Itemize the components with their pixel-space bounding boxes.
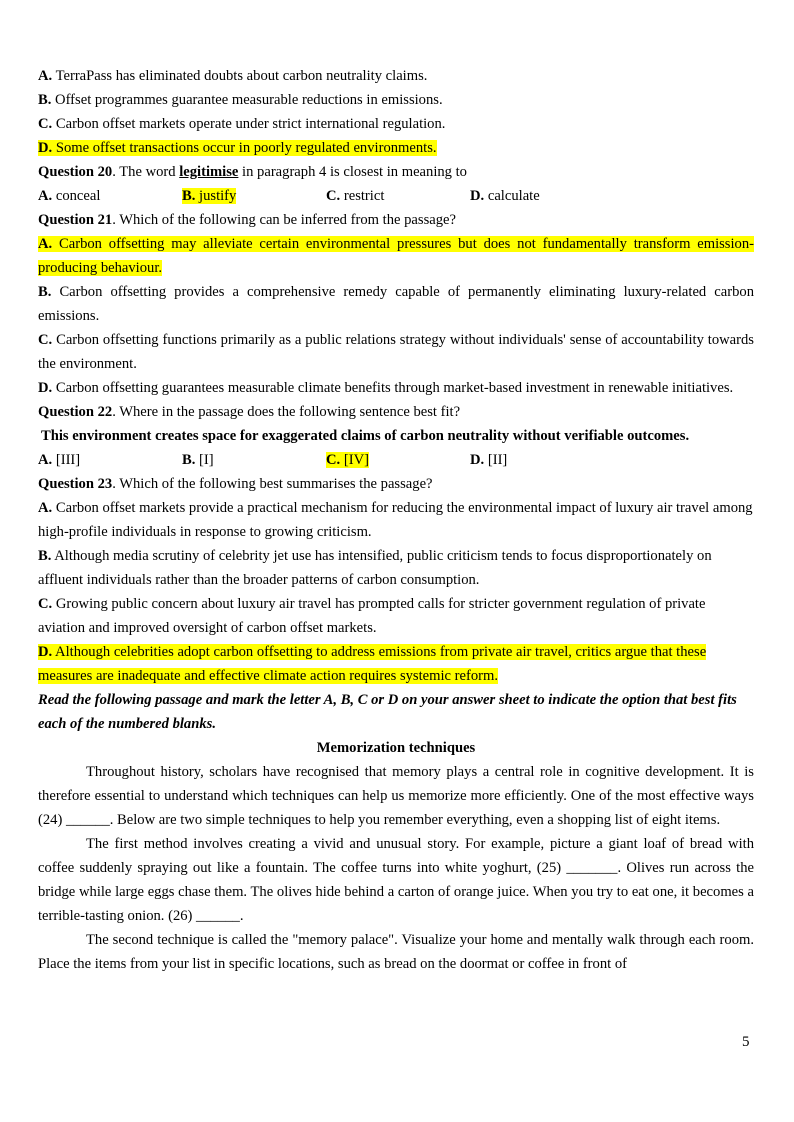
q20-option-b [182,184,326,208]
q20-stem: Question 20. The word legitimise in paragraph 4 is closest in meaning to [38,164,467,180]
q19-option-d [38,136,754,160]
q19-option-c: C. Carbon offset markets operate under strict international regulation. [38,116,446,132]
q22-option-a: A. [III] [38,452,81,468]
q23-option-a: A. Carbon offset markets provide a practical mechanism for reducing the environmental impact of luxury air travel among high-profile individuals in response to growing criticism. [38,500,753,540]
q21-option-b: B. Carbon offsetting provides a comprehensive remedy capable of permanently eliminating luxury-related carbon emissions. [38,284,754,324]
answer-highlight: A. Carbon offsetting may alleviate certain environmental pressures but does not fundamentally transform emission-producing behaviour. [38,236,754,276]
q22-option-d: D. [II] [470,452,508,468]
q23-option-d [38,640,754,688]
answer-highlight: C. [IV] [326,452,369,468]
q21-option-a [38,232,754,280]
q22-option-c [326,448,470,472]
q20-options [38,184,754,208]
q23-option-b: B. Although media scrutiny of celebrity jet use has intensified, public criticism tends to focus disproportionately on affluent individuals rather than the broader patterns of carbon consumption. [38,548,712,588]
q21-stem: Question 21. Which of the following can be inferred from the passage? [38,212,456,228]
q22-sentence: This environment creates space for exaggerated claims of carbon neutrality without verifiable outcomes. [41,428,690,444]
q22-options [38,448,754,472]
q19-option-b: B. Offset programmes guarantee measurable reductions in emissions. [38,92,443,108]
section-instruction: Read the following passage and mark the letter A, B, C or D on your answer sheet to indicate the option that best fits each of the numbered blanks. [38,692,737,732]
answer-highlight: B. justify [182,188,237,204]
passage-paragraph-2: The first method involves creating a vivid and unusual story. For example, picture a giant loaf of bread with coffee suddenly spraying out like a fountain. The coffee turns into white yoghurt, (25) _______. Olives run across the bridge while large eggs chase them. The olives hide behind a carton of orange juice. When you try to eat one, it becomes a terrible-tasting onion. (26) ______. [38,836,754,924]
q19-option-a: A. TerraPass has eliminated doubts about carbon neutrality claims. [38,68,428,84]
q20-option-c: C. restrict [326,188,385,204]
q23-option-c: C. Growing public concern about luxury air travel has prompted calls for stricter government regulation of private aviation and improved oversight of carbon offset markets. [38,596,706,636]
q20-option-a: A. conceal [38,188,101,204]
q22-stem: Question 22. Where in the passage does the following sentence best fit? [38,404,461,420]
passage-paragraph-1: Throughout history, scholars have recognised that memory plays a central role in cognitive development. It is therefore essential to understand which techniques can help us memorize more efficiently. One of the most effective ways (24) ______. Below are two simple techniques to help you remember everything, even a shopping list of eight items. [38,764,754,828]
q21-option-c: C. Carbon offsetting functions primarily as a public relations strategy without individuals' sense of accountability towards the environment. [38,332,754,372]
answer-highlight: D. Some offset transactions occur in poorly regulated environments. [38,140,437,156]
document-page [38,64,754,976]
passage-title: Memorization techniques [316,740,476,756]
q20-option-d: D. calculate [470,188,540,204]
q22-option-b: B. [I] [182,452,214,468]
answer-highlight: D. Although celebrities adopt carbon offsetting to address emissions from private air travel, critics argue that these measures are inadequate and effective climate action requires systemic reform. [38,644,707,684]
page-number: 5 [742,1034,750,1050]
passage-paragraph-3: The second technique is called the "memory palace". Visualize your home and mentally walk through each room. Place the items from your list in specific locations, such as bread on the doormat or coffee in front of [38,932,754,972]
q21-option-d: D. Carbon offsetting guarantees measurable climate benefits through market-based investment in renewable initiatives. [38,380,734,396]
q23-stem: Question 23. Which of the following best summarises the passage? [38,476,433,492]
target-word: legitimise [179,164,239,180]
